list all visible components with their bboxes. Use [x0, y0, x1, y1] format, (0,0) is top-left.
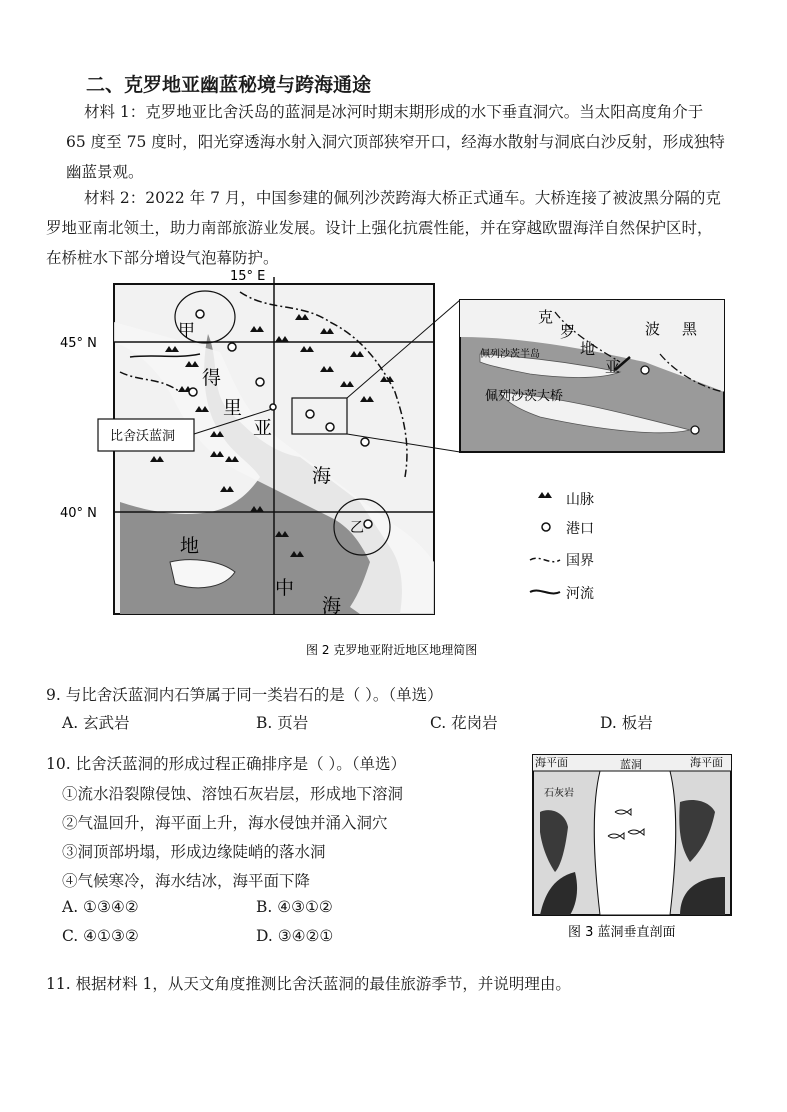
- figure-3-cross-section: [530, 752, 735, 942]
- q9-option-c[interactable]: C. 花岗岩: [430, 714, 498, 732]
- material-2-line-3: 在桥桩水下部分增设气泡幕防护。: [46, 249, 279, 267]
- q11-stem: 11. 根据材料 1，从天文角度推测比舍沃蓝洞的最佳旅游季节，并说明理由。: [46, 975, 571, 993]
- sea-char-hai: 海: [312, 465, 332, 487]
- inset-di: 地: [580, 340, 596, 358]
- legend-port-icon: [542, 523, 550, 531]
- sea-char-li: 里: [223, 397, 243, 419]
- inset-port-2: [691, 426, 699, 434]
- q10-option-c[interactable]: C. ④①③②: [62, 927, 139, 945]
- inset-ya: 亚: [605, 358, 621, 376]
- figure-2-map: [60, 262, 740, 662]
- figure-2-caption: 图 2 克罗地亚附近地区地理简图: [306, 643, 478, 657]
- q10-step-1: ①流水沿裂隙侵蚀、溶蚀石灰岩层，形成地下溶洞: [62, 785, 404, 803]
- q10-step-3: ③洞顶部坍塌，形成边缘陡峭的落水洞: [62, 843, 326, 861]
- lat40-label: 40° N: [60, 506, 97, 521]
- material-2-line-1: 材料 2：2022 年 7 月，中国参建的佩列沙茨跨海大桥正式通车。大桥连接了被波黑分隔的克: [84, 189, 721, 207]
- legend-river-label: 河流: [566, 586, 594, 602]
- lon-label: 15° E: [230, 269, 266, 284]
- label-jia: 甲: [178, 321, 195, 341]
- material-1-line-3: 幽蓝景观。: [66, 163, 144, 181]
- callout-label: 比舍沃蓝洞: [110, 429, 176, 444]
- material-1: [66, 97, 766, 187]
- inset-bh2: 黑: [682, 320, 698, 338]
- sea-char-ya: 亚: [253, 417, 273, 439]
- legend-mountain-label: 山脉: [566, 492, 594, 508]
- lat45-label: 45° N: [60, 336, 97, 351]
- material-1-line-1: 材料 1：克罗地亚比舍沃岛的蓝洞是冰河时期末期形成的水下垂直洞穴。当太阳高度角介于: [84, 103, 704, 121]
- section-title: 二、克罗地亚幽蓝秘境与跨海通途: [86, 74, 372, 96]
- inset-luo: 罗: [560, 323, 576, 341]
- legend-river-icon: [530, 591, 560, 594]
- legend-mountain-icon: [538, 492, 552, 498]
- material-2-line-2: 罗地亚南北领土，助力南部旅游业发展。设计上强化抗震性能，并在穿越欧盟海洋自然保护区时，: [46, 219, 713, 237]
- legend-port-label: 港口: [566, 521, 594, 537]
- sea-char-de: 得: [202, 367, 222, 389]
- land-char-hai: 海: [322, 595, 342, 617]
- q9-option-d[interactable]: D. 板岩: [600, 714, 653, 732]
- fig3-rock: 石灰岩: [544, 788, 574, 799]
- fig3-sea-right: 海平面: [690, 756, 723, 769]
- inset-bridge-label: 佩列沙茨大桥: [485, 389, 564, 404]
- legend: [530, 492, 594, 602]
- fig3-hole: [594, 771, 676, 915]
- inset-port-1: [641, 366, 649, 374]
- inset-peninsula-label: 佩列沙茨半岛: [480, 349, 540, 360]
- q9-stem: 9. 与比舍沃蓝洞内石笋属于同一类岩石的是（ ）。（单选）: [46, 686, 443, 704]
- fig3-caption: 图 3 蓝洞垂直剖面: [568, 925, 676, 940]
- land-char-zhong: 中: [275, 577, 295, 599]
- label-yi: 乙: [350, 520, 364, 536]
- inset-bh1: 波: [645, 320, 661, 338]
- fig3-sea-left: 海平面: [535, 756, 568, 769]
- q10-option-a[interactable]: A. ①③④②: [62, 898, 139, 916]
- material-1-line-2: 65 度至 75 度时，阳光穿透海水射入洞穴顶部狭窄开口，经海水散射与洞底白沙反射，形成独特: [66, 133, 725, 151]
- q9-option-a[interactable]: A. 玄武岩: [62, 714, 130, 732]
- legend-border-icon: [530, 558, 560, 561]
- q10-step-2: ②气温回升，海平面上升，海水侵蚀并涌入洞穴: [62, 814, 388, 832]
- q10-stem: 10. 比舍沃蓝洞的形成过程正确排序是（ ）。（单选）: [46, 755, 407, 773]
- fig3-blue-hole: 蓝洞: [620, 758, 642, 771]
- q10-option-b[interactable]: B. ④③①②: [256, 898, 333, 916]
- q9-option-b[interactable]: B. 页岩: [256, 714, 309, 732]
- legend-border-label: 国界: [566, 553, 594, 569]
- q10-option-d[interactable]: D. ③④②①: [256, 927, 334, 945]
- land-char-di: 地: [180, 535, 200, 557]
- q10-step-4: ④气候寒冷，海水结冰，海平面下降: [62, 872, 311, 890]
- material-2: [46, 183, 766, 273]
- inset-ke: 克: [538, 308, 554, 326]
